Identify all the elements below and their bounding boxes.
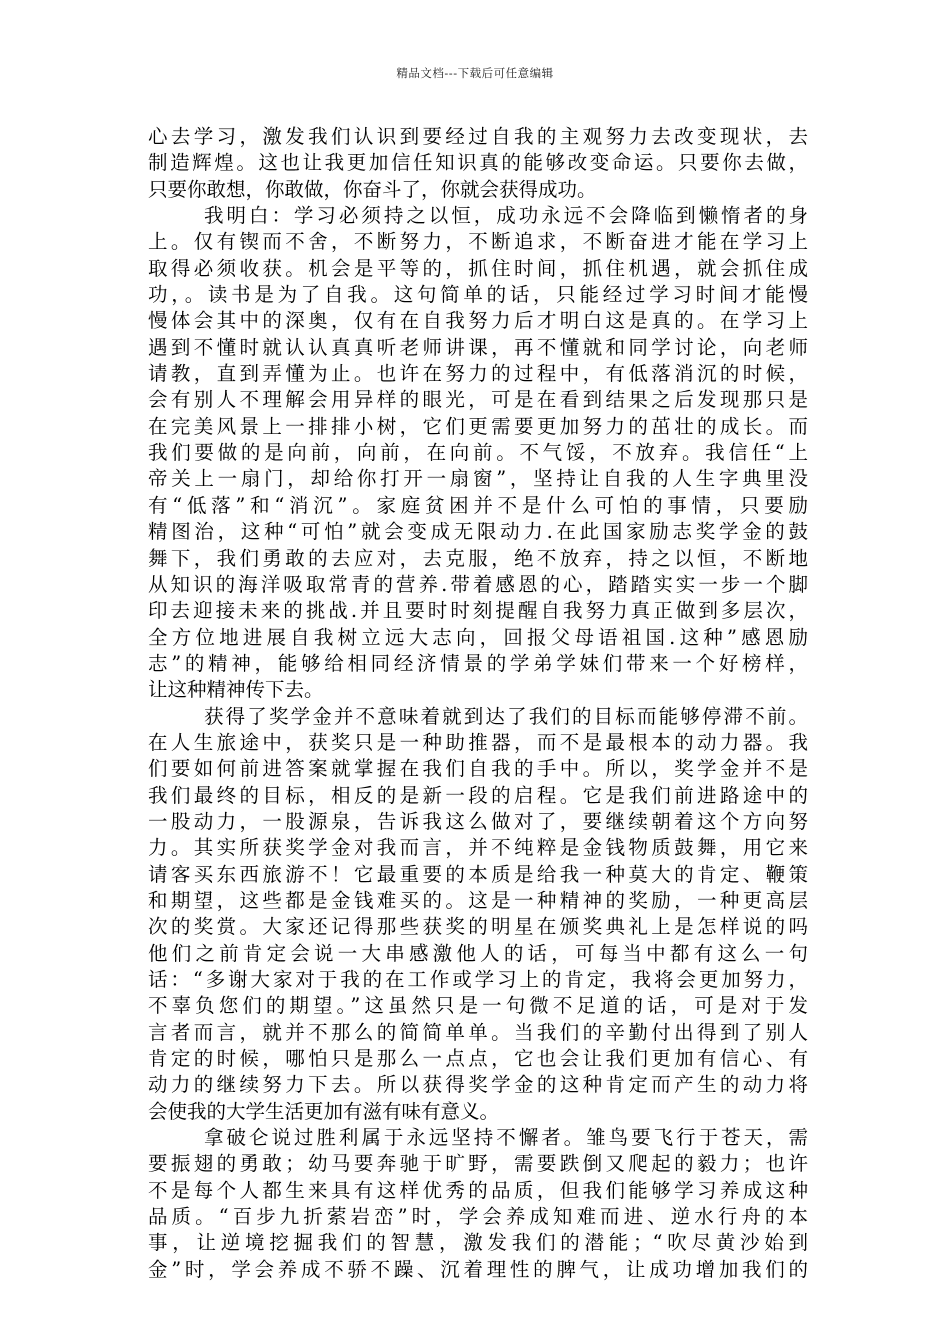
text-line: 和期望，这些都是金钱难买的。这是一种精神的奖励，一种更高层 (148, 888, 808, 912)
text-line: 言者而言，就并不那么的简简单单。当我们的辛勤付出得到了别人 (148, 1020, 808, 1044)
text-line: 事，让逆境挖掘我们的智慧，激发我们的潜能；“吹尽黄沙始到 (148, 1231, 808, 1255)
text-line: 志”的精神，能够给相同经济情景的学弟学妹们带来一个好榜样， (148, 651, 808, 675)
text-line: 全方位地进展自我树立远大志向，回报父母语祖国.这种”感恩励 (148, 625, 808, 649)
text-line: 肯定的时候，哪怕只是那么一点点，它也会让我们更加有信心、有 (148, 1047, 808, 1071)
text-line: 慢体会其中的深奥，仅有在自我努力后才明白这是真的。在学习上 (148, 309, 808, 333)
text-line: 获得了奖学金并不意味着就到达了我们的目标而能够停滞不前。 (204, 704, 808, 728)
text-line: 请教，直到弄懂为止。也许在努力的过程中，有低落消沉的时候， (148, 362, 808, 386)
text-line: 遇到不懂时就认认真真听老师讲课，再不懂就和同学讨论，向老师 (148, 335, 808, 359)
document-body (148, 124, 808, 1283)
text-line: 我们最终的目标，相反的是新一段的启程。它是我们前进路途中的 (148, 783, 808, 807)
text-line: 只要你敢想，你敢做，你奋斗了，你就会获得成功。 (148, 177, 597, 201)
text-line: 取得必须收获。机会是平等的，抓住时间，抓住机遇，就会抓住成 (148, 256, 808, 280)
text-line: 上。仅有锲而不舍，不断努力，不断追求，不断奋进才能在学习上 (148, 230, 808, 254)
text-line: 次的奖赏。大家还记得那些获奖的明星在颁奖典礼上是怎样说的吗 (148, 915, 808, 939)
text-line: 们要如何前进答案就掌握在我们自我的手中。所以，奖学金并不是 (148, 757, 808, 781)
page-header: 精品文档---下载后可任意编辑 (396, 66, 554, 80)
text-line: 在人生旅途中，获奖只是一种助推器，而不是最根本的动力器。我 (148, 730, 808, 754)
text-line: 金”时，学会养成不骄不躁、沉着理性的脾气，让成功增加我们的 (148, 1257, 808, 1281)
text-line: 会使我的大学生活更加有滋有味有意义。 (148, 1099, 500, 1123)
text-line: 让这种精神传下去。 (148, 678, 324, 702)
text-line: 动力的继续努力下去。所以获得奖学金的这种肯定而产生的动力将 (148, 1073, 808, 1097)
text-line: 功，。读书是为了自我。这句简单的话，只能经过学习时间才能慢 (148, 283, 808, 307)
text-line: 我明白：学习必须持之以恒，成功永远不会降临到懒惰者的身 (204, 204, 808, 228)
text-line: 力。其实所获奖学金对我而言，并不纯粹是金钱物质鼓舞，用它来 (148, 836, 808, 860)
text-line: 不辜负您们的期望。”这虽然只是一句微不足道的话，可是对于发 (148, 994, 808, 1018)
text-line: 请客买东西旅游不！它最重要的本质是给我一种莫大的肯定、鞭策 (148, 862, 808, 886)
text-line: 会有别人不理解会用异样的眼光，可是在看到结果之后发现那只是 (148, 388, 808, 412)
text-line: 一股动力，一股源泉，告诉我这么做对了，要继续朝着这个方向努 (148, 809, 808, 833)
text-line: 从知识的海洋吸取常青的营养.带着感恩的心，踏踏实实一步一个脚 (148, 572, 808, 596)
text-line: 舞下，我们勇敢的去应对，去克服，绝不放弃，持之以恒，不断地 (148, 546, 808, 570)
text-line: 我们要做的是向前，向前，在向前。不气馁，不放弃。我信任“上 (148, 441, 808, 465)
text-line: 话：“多谢大家对于我的在工作或学习上的肯定，我将会更加努力， (148, 968, 808, 991)
text-line: 印去迎接未来的挑战.并且要时时刻提醒自我努力真正做到多层次， (148, 599, 808, 623)
text-line: 制造辉煌。这也让我更加信任知识真的能够改变命运。只要你去做， (148, 151, 808, 175)
text-line: 精图治，这种“可怕”就会变成无限动力.在此国家励志奖学金的鼓 (148, 520, 808, 544)
text-line: 不是每个人都生来具有这样优秀的品质，但我们能够学习养成这种 (148, 1178, 808, 1202)
text-line: 在完美风景上一排排小树，它们更需要更加努力的茁壮的成长。而 (148, 414, 808, 438)
text-line: 帝关上一扇门，却给你打开一扇窗”，坚持让自我的人生字典里没 (148, 467, 808, 491)
text-line: 他们之前肯定会说一大串感激他人的话，可每当中都有这么一句 (148, 941, 808, 965)
text-line: 品质。“百步九折萦岩峦”时，学会养成知难而进、逆水行舟的本 (148, 1205, 808, 1229)
text-line: 有“低落”和“消沉”。家庭贫困并不是什么可怕的事情，只要励 (148, 493, 808, 517)
text-line: 拿破仑说过胜利属于永远坚持不懈者。雏鸟要飞行于苍天，需 (204, 1126, 808, 1150)
text-line: 心去学习，激发我们认识到要经过自我的主观努力去改变现状，去 (148, 125, 808, 148)
text-line: 要振翅的勇敢；幼马要奔驰于旷野，需要跌倒又爬起的毅力；也许 (148, 1152, 808, 1176)
